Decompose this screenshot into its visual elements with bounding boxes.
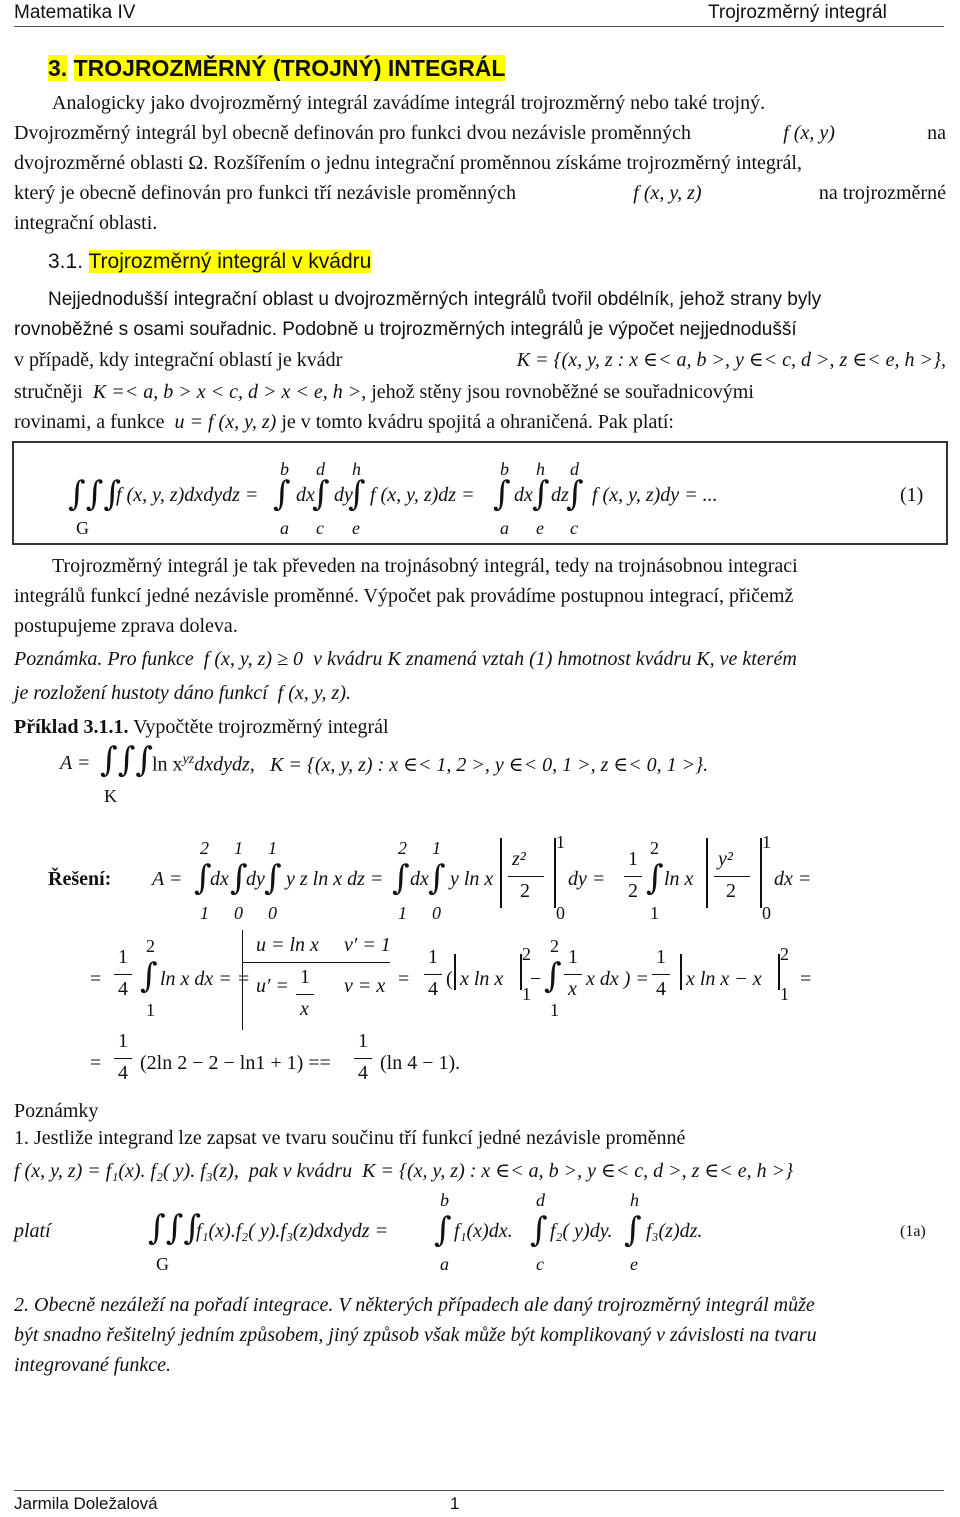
text: dvojrozměrné oblasti: [14, 152, 184, 174]
fraction-num: 1: [358, 1030, 368, 1052]
example-lhs: A =: [60, 752, 91, 774]
text: který je obecně definován pro funkci tří nezávisle proměnných: [14, 182, 517, 204]
text: v kvádru K znamená vztah (1) hmotnost kvádru K, ve kterém: [313, 648, 797, 670]
triple-integral-sign: ∫∫∫: [100, 740, 154, 780]
integral-sign: ∫: [530, 1210, 548, 1250]
limit-lower: 1: [780, 984, 789, 1004]
limit-upper: b: [280, 459, 289, 479]
fraction-den: x: [568, 978, 577, 1000]
math: ln x: [152, 753, 183, 776]
integrand: f₁(x)dx.: [454, 1220, 513, 1242]
limit-lower: 0: [432, 903, 441, 923]
intro-line: [14, 178, 946, 208]
fraction-bar: [296, 994, 314, 995]
integral-sign: ∫: [264, 858, 282, 898]
section-line: [14, 375, 946, 407]
equals: =: [90, 968, 102, 990]
per-partes-du: u′ =: [256, 975, 289, 997]
math: K = {(x, y, z : x ∈< a, b >, y ∈< c, d >, z ∈< e, h >},: [516, 349, 946, 371]
fraction-num: 1: [428, 946, 438, 968]
fraction-num: 1: [568, 946, 578, 968]
note-1-text: 1. Jestliže integrand lze zapsat ve tvaru součinu tří funkcí jedné nezávisle proměnné: [14, 1127, 686, 1149]
limit-lower: 0: [234, 903, 243, 923]
diff: dx =: [774, 868, 812, 890]
limit-upper: 1: [762, 832, 771, 852]
text: stručněji: [14, 381, 83, 403]
equals: =: [90, 1052, 102, 1074]
section-number: 3.1.: [48, 250, 84, 273]
limit-lower: 1: [550, 1000, 559, 1020]
limit-lower: 0: [268, 903, 277, 923]
region-label: G: [76, 518, 89, 538]
integral-sign: ∫: [312, 474, 330, 514]
fraction-num: 1: [628, 848, 638, 870]
result-expression: (2ln 2 − 2 − ln1 + 1) ==: [140, 1052, 331, 1074]
limit-upper: 2: [522, 944, 531, 964]
integral-sign: ∫: [624, 1210, 642, 1250]
integral-sign: ∫: [566, 474, 584, 514]
text: rovinami, a funkce: [14, 411, 165, 433]
per-partes-v: v′ = 1: [344, 934, 391, 956]
equals: =: [800, 968, 812, 990]
fraction-bar: [354, 1058, 372, 1059]
limit-upper: 2: [200, 838, 209, 858]
equation-number: (1): [900, 484, 924, 506]
note-2-line: 2. Obecně nezáleží na pořadí integrace. V některých případech ale daný trojrozměrný integrál může: [14, 1294, 815, 1316]
fraction-den: 2: [726, 880, 736, 902]
fraction-bar: [424, 974, 442, 975]
limit-upper: 2: [550, 936, 559, 956]
triple-integral-sign: ∫∫∫: [148, 1208, 202, 1248]
limit-upper: 1: [432, 838, 441, 858]
limit-lower: 1: [522, 984, 531, 1004]
text: , jehož stěny jsou rovnoběžné se souřadnicovými: [361, 381, 754, 403]
intro-line: [14, 118, 946, 148]
note-line: [14, 674, 946, 708]
math: f (x, y): [783, 122, 835, 144]
example-heading: [14, 716, 389, 739]
math: f (x, y, z): [633, 182, 702, 204]
solution-label: Řešení:: [48, 868, 112, 890]
diff: dy =: [568, 868, 606, 890]
integrand: f₂( y)dy.: [550, 1220, 613, 1242]
text: na trojrozměrné: [818, 182, 946, 204]
diff: dy: [334, 484, 353, 506]
fraction-den: 2: [520, 880, 530, 902]
equation-number: (1a): [900, 1223, 926, 1240]
diff: dx: [210, 868, 229, 890]
notes-heading: Poznámky: [14, 1100, 99, 1122]
intro-line: [14, 148, 946, 178]
exponent: yz: [182, 752, 195, 767]
per-partes-v-value: v = x: [344, 975, 386, 997]
limit-upper: 1: [234, 838, 243, 858]
limit-lower: e: [352, 518, 360, 538]
limit-lower: 1: [146, 1000, 155, 1020]
footer-rule: [14, 1490, 944, 1491]
math: dxdydz,: [194, 753, 255, 776]
note-paragraph: [14, 644, 946, 708]
page-number: 1: [450, 1494, 460, 1513]
fraction-num: 1: [300, 966, 310, 988]
note-1-formula: [14, 1158, 793, 1183]
diff: dx: [514, 484, 533, 506]
fraction-bar: [114, 1058, 132, 1059]
diff: dz: [551, 484, 569, 506]
region-label: K: [104, 786, 117, 806]
header-course: Matematika IV: [14, 2, 136, 23]
math: f (x, y, z).: [277, 682, 351, 704]
text: je v tomto kvádru spojitá a ohraničená. Pak platí:: [281, 411, 674, 433]
integral-sign: ∫: [392, 858, 410, 898]
minus: −: [530, 968, 542, 990]
section-line: Nejjednodušší integrační oblast u dvojrozměrných integrálů tvořil obdélník, jehož strany byly: [48, 289, 822, 310]
fraction-num: 1: [118, 946, 128, 968]
section-line: rovnoběžné s osami souřadnic. Podobně u trojrozměrných integrálů je výpočet nejjednodušší: [14, 319, 797, 340]
text: Dvojrozměrný integrál byl obecně definován pro funkci dvou nezávisle proměnných: [14, 122, 692, 144]
integral-sign: ∫: [434, 1210, 452, 1250]
limit-upper: b: [500, 459, 509, 479]
integral-sign: ∫: [230, 858, 248, 898]
fraction-bar: [714, 876, 750, 877]
chapter-title: [48, 55, 505, 82]
math: K =< a, b > x < c, d > x < e, h >: [92, 381, 362, 403]
limit-upper: d: [536, 1190, 545, 1210]
limit-upper: d: [570, 459, 579, 479]
integrand: f₁(x).f₂( y).f₃(z)dxdydz =: [196, 1220, 389, 1242]
fraction-den: 4: [358, 1062, 368, 1084]
limit-lower: a: [500, 518, 509, 538]
fraction-bar: [652, 974, 670, 975]
text: je rozložení hustoty dáno funkcí: [14, 682, 268, 704]
after-line: integrálů funkcí jedné nezávisle proměnné. Výpočet pak provádíme postupnou integrací, přičemž: [14, 585, 794, 607]
note-2-line: integrované funkce.: [14, 1354, 171, 1376]
per-partes-rule: [242, 962, 390, 963]
fraction-bar: [564, 974, 582, 975]
bracket-content: x ln x − x: [686, 968, 762, 990]
section-paragraph: [14, 285, 946, 345]
limit-lower: 0: [556, 903, 565, 923]
section-title: Trojrozměrný integrál v kvádru: [88, 250, 372, 273]
chapter-number: 3.: [48, 55, 68, 81]
section-math-lines: [14, 345, 946, 437]
limit-lower: e: [536, 518, 544, 538]
fraction-den: 2: [628, 880, 638, 902]
result-value: (ln 4 − 1).: [380, 1052, 461, 1074]
bracket-content: x ln x: [460, 968, 504, 990]
triple-integral-sign: ∫∫∫: [68, 474, 122, 514]
text: . Rozšířením o jednu integrační proměnnou získáme trojrozměrný integrál,: [203, 152, 802, 174]
limit-lower: a: [440, 1254, 449, 1274]
fraction-den: 4: [428, 978, 438, 1000]
integrand: y z ln x dz =: [286, 868, 384, 890]
diff: dx: [296, 484, 315, 506]
section-line: [14, 407, 946, 437]
note-1-plati: platí: [14, 1220, 51, 1242]
limit-upper: 1: [268, 838, 277, 858]
solution-lhs: A =: [152, 868, 183, 890]
after-line: postupujeme zprava doleva.: [14, 615, 238, 637]
limit-upper: 1: [556, 832, 565, 852]
example-integrand: [152, 752, 255, 777]
note-2: [14, 1290, 946, 1380]
fraction-num: y²: [718, 848, 733, 870]
math: u = f (x, y, z): [174, 411, 277, 433]
formula-1-lhs: f (x, y, z)dxdydz =: [116, 484, 259, 506]
integral-sign: ∫: [194, 858, 212, 898]
fraction-bar: [624, 876, 642, 877]
after-line: Trojrozměrný integrál je tak převeden na trojnásobný integrál, tedy na trojnásobnou integraci: [52, 555, 798, 577]
equals: =: [398, 968, 410, 990]
limit-upper: h: [630, 1190, 639, 1210]
diff: dy: [246, 868, 265, 890]
limit-lower: c: [316, 518, 324, 538]
integral-sign: ∫: [493, 474, 511, 514]
math: Ω: [188, 152, 204, 174]
limit-upper: h: [352, 459, 361, 479]
integral-sign: ∫: [273, 474, 291, 514]
limit-lower: c: [570, 518, 578, 538]
fraction-den: 4: [118, 978, 128, 1000]
text: pak v kvádru: [248, 1160, 353, 1182]
example-label: Příklad 3.1.1.: [14, 716, 129, 738]
integral-sign: ∫: [646, 858, 664, 898]
chapter-title-text: TROJROZMĚRNÝ (TROJNÝ) INTEGRÁL: [73, 55, 506, 81]
fraction-den: 4: [118, 1062, 128, 1084]
diff: dx: [410, 868, 429, 890]
integrand: x dx ) =: [586, 968, 649, 990]
limit-upper: 2: [398, 838, 407, 858]
integral-sign: ∫: [140, 956, 158, 996]
limit-lower: 1: [200, 903, 209, 923]
integrand: f₃(z)dz.: [646, 1220, 703, 1242]
example-text: Vypočtěte trojrozměrný integrál: [133, 716, 389, 738]
example-domain: K = {(x, y, z) : x ∈< 1, 2 >, y ∈< 0, 1 >, z ∈< 0, 1 >}.: [270, 754, 709, 776]
limit-lower: c: [536, 1254, 544, 1274]
integrand: f (x, y, z)dy = ...: [592, 484, 718, 506]
limit-lower: e: [630, 1254, 638, 1274]
fraction-bar: [508, 876, 544, 877]
note-line: [14, 644, 946, 674]
integral-sign: ∫: [532, 474, 550, 514]
limit-upper: 2: [146, 936, 155, 956]
text: na: [927, 122, 946, 144]
math: K = {(x, y, z) : x ∈< a, b >, y ∈< c, d >, z ∈< e, h >}: [362, 1160, 794, 1182]
fraction-num: 1: [656, 946, 666, 968]
limit-lower: 1: [398, 903, 407, 923]
limit-upper: d: [316, 459, 325, 479]
fraction-bar: [114, 974, 132, 975]
note-2-line: být snadno řešitelný jedním způsobem, jiný způsob však může být komplikovaný v závislosti na tvaru: [14, 1324, 817, 1346]
integral-sign: ∫: [544, 956, 562, 996]
math: f (x, y, z) ≥ 0: [203, 648, 304, 670]
limit-lower: a: [280, 518, 289, 538]
fraction-den: x: [300, 998, 309, 1020]
header-rule: [14, 26, 944, 27]
integrand: ln x dx = =: [160, 968, 251, 990]
fraction-den: 4: [656, 978, 666, 1000]
header-topic: Trojrozměrný integrál: [708, 2, 887, 23]
after-paragraph: [14, 551, 946, 641]
region-label: G: [156, 1254, 169, 1274]
math: f (x, y, z) = f₁(x). f₂( y). f₃(z),: [14, 1160, 239, 1182]
per-partes-u: u = ln x: [256, 934, 319, 956]
section-line: [14, 345, 946, 375]
paren: (: [446, 968, 453, 990]
footer-author: Jarmila Doležalová: [14, 1494, 158, 1513]
section-heading: [48, 250, 371, 274]
fraction-num: 1: [118, 1030, 128, 1052]
text: v případě, kdy integrační oblastí je kvádr: [14, 349, 343, 371]
limit-upper: b: [440, 1190, 449, 1210]
limit-upper: 2: [650, 838, 659, 858]
limit-lower: 1: [650, 903, 659, 923]
integral-sign: ∫: [348, 474, 366, 514]
integrand: ln x: [664, 868, 694, 890]
integrand: y ln x: [450, 868, 494, 890]
limit-upper: h: [536, 459, 545, 479]
intro-line: integrační oblasti.: [14, 212, 158, 234]
intro-line: Analogicky jako dvojrozměrný integrál zavádíme integrál trojrozměrný nebo také trojný.: [52, 92, 766, 114]
limit-upper: 2: [780, 944, 789, 964]
limit-lower: 0: [762, 903, 771, 923]
text: Poznámka. Pro funkce: [14, 648, 194, 670]
integrand: f (x, y, z)dz =: [370, 484, 475, 506]
fraction-num: z²: [512, 848, 526, 870]
integral-sign: ∫: [428, 858, 446, 898]
intro-paragraph: [14, 88, 946, 238]
